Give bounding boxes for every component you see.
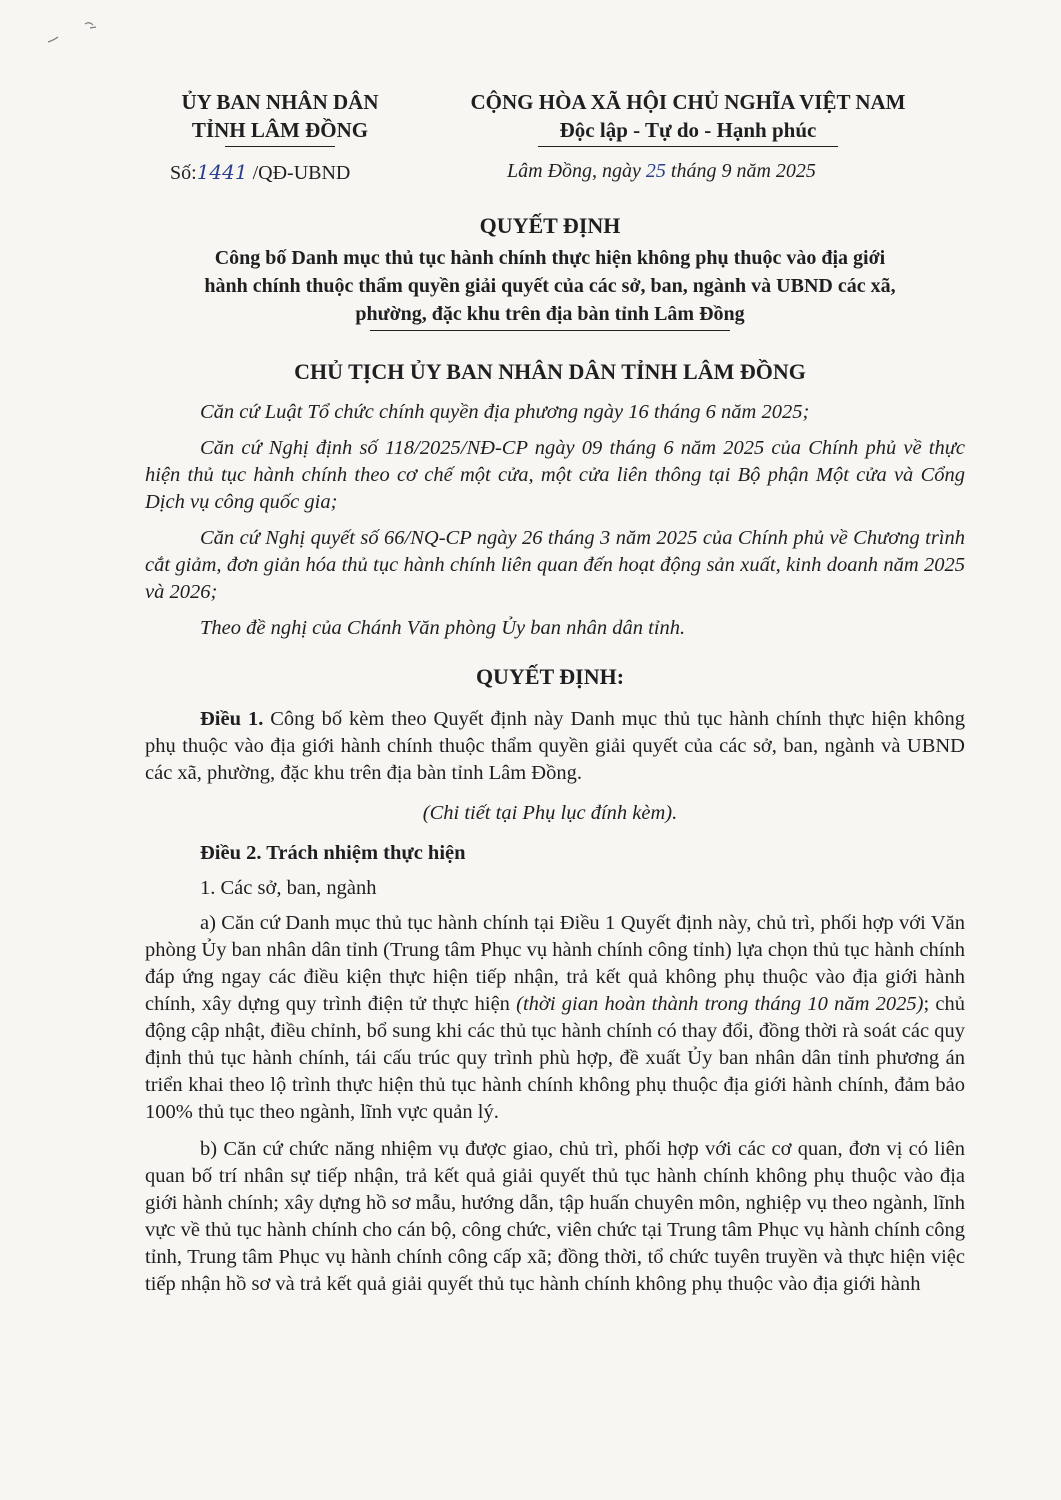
motto-underline [538, 146, 838, 147]
document-date [507, 160, 816, 183]
article1-text: Công bố kèm theo Quyết định này Danh mục thủ tục hành chính thực hiện không phụ thuộc vào địa giới hành chính thuộc thẩm quyền giải quyết của các sở, ban, ngành và UBND các xã, phường, đặc khu trên địa bàn tỉnh Lâm Đồng. [145, 708, 965, 784]
issuer-line2: TỈNH LÂM ĐỒNG [191, 118, 369, 142]
article-2 [145, 840, 965, 1298]
document-title: QUYẾT ĐỊNH [479, 213, 621, 238]
doc-number-handwritten: 1441 [196, 160, 248, 184]
authority-heading: CHỦ TỊCH ỦY BAN NHÂN DÂN TỈNH LÂM ĐỒNG [294, 359, 806, 384]
document-number [170, 160, 350, 185]
document-subtitle [120, 244, 980, 331]
item-a-part1: a) Căn cứ Danh mục thủ tục hành chính tại Điều 1 Quyết định này, chủ trì, phối hợp với Văn phòng Ủy ban nhân dân tỉnh (Trung tâm Phục vụ hành chính công tỉnh) lựa chọn thủ tục hành chính đáp ứng ngay các điều kiện thực hiện tiếp nhận, trả kết quả không phụ thuộc vào địa giới hành chính, xây dựng quy trình điện tử thực hiện [145, 912, 965, 1015]
preamble-item: Căn cứ Nghị định số 118/2025/NĐ-CP ngày 09 tháng 6 năm 2025 của Chính phủ về thực hiện thủ tục hành chính theo cơ chế một cửa, một cửa liên thông tại Bộ phận Một cửa và Cổng Dịch vụ công quốc gia; [145, 437, 965, 513]
item-a-part2: ; chủ động cập nhật, điều chỉnh, bổ sung khi các thủ tục hành chính có thay đổi, đồng thời rà soát các quy định thủ tục hành chính, tái cấu trúc quy trình phù hợp, đề xuất Ủy ban nhân dân tỉnh phương án triển khai theo lộ trình thực hiện thủ tục hành chính không phụ thuộc địa giới hành chính, đảm bảo 100% thủ tục theo ngành, lĩnh vực quản lý. [145, 993, 966, 1123]
doc-number-suffix: /QĐ-UBND [247, 162, 351, 184]
national-motto: Độc lập - Tự do - Hạnh phúc [559, 118, 817, 142]
article2-item-b: b) Căn cứ chức năng nhiệm vụ được giao, chủ trì, phối hợp với các cơ quan, đơn vị có liên quan bố trí nhân sự tiếp nhận, trả kết quả giải quyết thủ tục hành chính không phụ thuộc vào địa giới hành chính; xây dựng hồ sơ mẫu, hướng dẫn, tập huấn chuyên môn, nghiệp vụ theo ngành, lĩnh vực về thủ tục hành chính cho cán bộ, công chức, viên chức tại Trung tâm Phục vụ hành chính công tỉnh, Trung tâm Phục vụ hành chính công cấp xã; đồng thời, tổ chức tuyên truyền và thực hiện việc tiếp nhận hồ sơ và trả kết quả giải quyết thủ tục hành chính không phụ thuộc vào địa giới hành [145, 1138, 965, 1295]
subtitle-line2: hành chính thuộc thẩm quyền giải quyết của các sở, ban, ngành và UBND các xã, [204, 275, 896, 297]
national-motto-block [418, 88, 958, 147]
issuer-underline [225, 146, 335, 147]
issuer-line1: ỦY BAN NHÂN DÂN [181, 90, 379, 114]
subtitle-line1: Công bố Danh mục thủ tục hành chính thực hiện không phụ thuộc vào địa giới [214, 247, 886, 269]
article1-label: Điều 1. [200, 708, 264, 730]
preamble [145, 399, 965, 642]
date-prefix: Lâm Đồng, ngày [507, 160, 646, 182]
item-a-deadline: (thời gian hoàn thành trong tháng 10 năm 2025) [516, 993, 924, 1015]
pen-mark [40, 12, 120, 52]
preamble-item: Theo đề nghị của Chánh Văn phòng Ủy ban nhân dân tỉnh. [200, 617, 686, 639]
date-handwritten-day: 25 [645, 160, 666, 182]
article2-heading: Điều 2. Trách nhiệm thực hiện [200, 842, 466, 864]
decision-heading: QUYẾT ĐỊNH: [475, 664, 625, 689]
subtitle-underline [370, 330, 730, 331]
preamble-item: Căn cứ Nghị quyết số 66/NQ-CP ngày 26 tháng 3 năm 2025 của Chính phủ về Chương trình cắt giảm, đơn giản hóa thủ tục hành chính liên quan đến hoạt động sản xuất, kinh doanh năm 2025 và 2026; [145, 527, 965, 603]
article-1 [145, 706, 965, 787]
date-suffix: tháng 9 năm 2025 [665, 160, 816, 182]
issuer-block [145, 88, 415, 147]
article1-note: (Chi tiết tại Phụ lục đính kèm). [422, 802, 678, 824]
national-title: CỘNG HÒA XÃ HỘI CHỦ NGHĨA VIỆT NAM [470, 90, 906, 114]
article2-item-a [145, 910, 965, 1126]
doc-number-prefix: Số: [170, 162, 197, 184]
preamble-item: Căn cứ Luật Tổ chức chính quyền địa phương ngày 16 tháng 6 năm 2025; [200, 401, 810, 423]
article2-item1: 1. Các sở, ban, ngành [200, 877, 377, 899]
subtitle-line3: phường, đặc khu trên địa bàn tỉnh Lâm Đồng [355, 303, 745, 325]
